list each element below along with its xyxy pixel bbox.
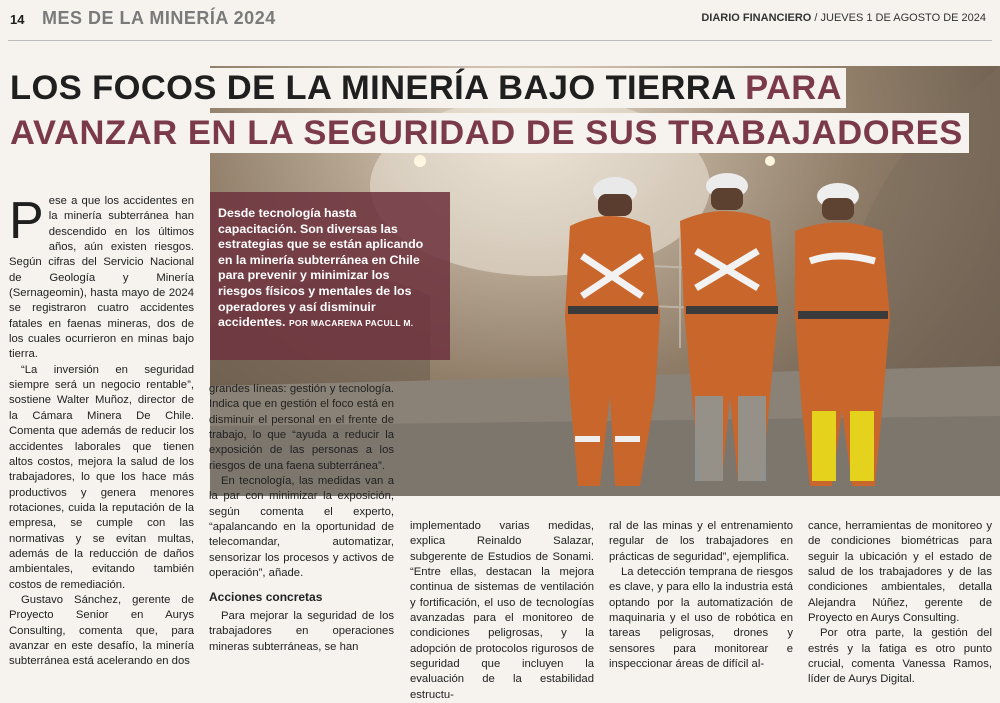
headline-dark-text: LOS FOCOS DE LA MINERÍA BAJO TIERRA	[10, 69, 736, 107]
section-title: MES DE LA MINERÍA 2024	[42, 8, 276, 28]
article-paragraph: Por otra parte, la gestión del estrés y la fatiga es otro punto crucial, comenta Vanessa Ramos, líder de Aurys Digital.	[808, 627, 992, 686]
article-column-2	[209, 382, 394, 655]
drop-cap: P	[9, 192, 44, 250]
article-paragraph: cance, herramientas de monitoreo y de condiciones biométricas para seguir la ubicación y el estado de salud de los trabajadores y de las condiciones ambientales, detalla Alejandra Núñez, gerente de Proyecto en Aurys Consulting.	[808, 520, 992, 625]
article-paragraph: ral de las minas y el entrenamiento regular de los trabajadores en prácticas de seguridad”, ejemplifica.	[609, 520, 793, 563]
article-column-3	[410, 519, 594, 703]
page-number: 14	[10, 12, 25, 27]
headline-accent-text: PARA	[745, 69, 842, 107]
article-paragraph: grandes líneas: gestión y tecnología. Indica que en gestión el foco está en disminuir el personal en el frente de trabajo, lo que “ayuda a reducir la exposición de las personas a los riesgos de una faena subterránea”.	[209, 383, 394, 472]
issue-date: / JUEVES 1 DE AGOSTO DE 2024	[814, 12, 986, 24]
article-paragraph: Para mejorar la seguridad de los trabajadores en operaciones mineras subterráneas, se han	[209, 609, 394, 653]
byline: POR MACARENA PACULL M.	[288, 318, 414, 329]
lede-text: Desde tecnología hasta capacitación. Son diversas las estrategias que se están aplicando en la minería subterránea en Chile para prevenir y minimizar los riesgos físicos y mentales de los operadores y así disminuir accidentes.	[218, 206, 424, 330]
article-column-1	[9, 194, 194, 670]
article-column-4	[609, 519, 793, 672]
article-paragraph	[9, 194, 194, 363]
header-rule	[8, 40, 992, 41]
newspaper-dateline	[701, 12, 986, 24]
article-paragraph: Gustavo Sánchez, gerente de Proyecto Senior en Aurys Consulting, comenta que, para avanzar en este desafío, la minería subterránea está acelerando en dos	[9, 593, 194, 668]
lede-box	[210, 192, 450, 360]
headline-line-1	[8, 68, 846, 108]
article-paragraph: “La inversión en seguridad siempre será un negocio rentable”, sostiene Walter Muñoz, director de la Cámara Minera De Chile. Comenta que además de reducir los accidentes laborales que tienen altos costos, mejora la salud de los trabajadores, lo que los hace más productivos y genera menores rotaciones, cuida la reputación de la empresa, se cumple con las normativas y se evitan multas, además de la reducción de daños ambientales, evitando también costos de remediación.	[9, 363, 194, 591]
article-paragraph: En tecnología, las medidas van a la par con minimizar la exposición, según comenta el experto, “apalancando en la oportunidad de telecomandar, automatizar, sensorizar los procesos y activos de operación”, añade.	[209, 475, 394, 580]
article-column-5	[808, 519, 992, 688]
article-subhead: Acciones concretas	[209, 590, 323, 605]
article-paragraph: implementado varias medidas, explica Reinaldo Salazar, subgerente de Estudios de Sonami. “Entre ellas, destacan la mejora continua de sistemas de ventilación y fortificación, el uso de tecnologías avanzadas para el monitoreo de condiciones peligrosas, y la adopción de protocolos rigurosos de seguridad que incluyen la evaluación de la estabilidad estructu-	[410, 520, 594, 701]
newspaper-name: DIARIO FINANCIERO	[701, 12, 812, 24]
paragraph-text: ese a que los accidentes en la minería subterránea han descendido en los últimos años, aún existen riesgos. Según cifras del Servicio Nacional de Geología y Minería (Sernageomin), hasta mayo de 2024 se registraron cuatro accidentes fatales en faenas mineras, dos de los cuales ocurrieron en minas bajo tierra.	[9, 195, 194, 361]
headline-line-2: AVANZAR EN LA SEGURIDAD DE SUS TRABAJADORES	[8, 113, 969, 153]
article-paragraph: La detección temprana de riesgos es clave, y para ello la industria está optando por la automatización de maquinaria y el uso de robótica en tareas peligrosas, drones y sensores para monitorear e inspeccionar áreas de difícil al-	[609, 566, 793, 671]
